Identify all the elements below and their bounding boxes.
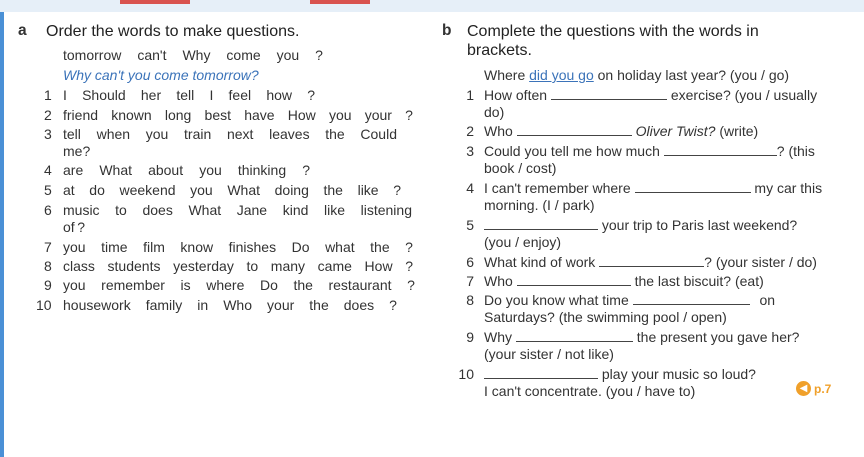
b-item-2-text: Who xyxy=(484,123,513,139)
word: to xyxy=(115,202,127,218)
word: ? xyxy=(82,143,91,159)
b-item-5-text: your trip to Paris last weekend? xyxy=(601,217,798,233)
a-item-9-words xyxy=(63,277,415,294)
word: about xyxy=(148,162,184,178)
example-words xyxy=(63,47,323,64)
section-b-heading-line-1: Complete the questions with the words in xyxy=(467,23,759,40)
word: you xyxy=(328,107,352,123)
a-item-1-words xyxy=(63,87,315,104)
word: ? xyxy=(393,182,401,198)
b-item-number: 5 xyxy=(466,217,474,233)
word: the xyxy=(370,239,390,255)
a-item-number: 8 xyxy=(44,258,52,274)
word: listening xyxy=(360,202,412,218)
word: what xyxy=(325,239,355,255)
b-item-5-line-1 xyxy=(484,217,797,234)
word: What xyxy=(227,182,261,198)
word: you xyxy=(276,47,300,63)
section-b-heading-line-2: brackets. xyxy=(467,42,532,59)
b-item-4-text: I can't remember where xyxy=(484,180,631,196)
b-item-number: 9 xyxy=(466,329,474,345)
b-item-8-text: on xyxy=(759,292,776,308)
word: the xyxy=(323,182,343,198)
word: tomorrow xyxy=(63,47,122,63)
b-item-6-line-1 xyxy=(484,254,817,271)
a-item-number: 2 xyxy=(44,107,52,123)
left-margin-bar xyxy=(0,12,4,457)
word: when xyxy=(96,126,131,142)
a-item-2-words xyxy=(63,107,413,124)
b-item-9-line-2: (your sister / not like) xyxy=(484,346,614,362)
b-item-2-text: (write) xyxy=(715,123,759,139)
word: remember xyxy=(101,277,165,293)
top-accent xyxy=(120,0,190,4)
word: ? xyxy=(405,239,413,255)
b-item-10-blank[interactable] xyxy=(484,366,598,379)
word: feel xyxy=(228,87,252,103)
word: I xyxy=(209,87,214,103)
b-item-3-line-2: book / cost) xyxy=(484,160,557,176)
b-item-number: 8 xyxy=(466,292,474,308)
page-reference-label: p.7 xyxy=(814,381,832,396)
b-item-number: 6 xyxy=(466,254,474,270)
word: Why xyxy=(182,47,211,63)
word: How xyxy=(364,258,393,274)
word: tell xyxy=(63,126,81,142)
a-item-number: 10 xyxy=(36,297,52,313)
a-item-number: 7 xyxy=(44,239,52,255)
word: the xyxy=(309,297,329,313)
word: Do xyxy=(291,239,310,255)
word: Who xyxy=(223,297,253,313)
b-item-9-text: Why xyxy=(484,329,512,345)
word: have xyxy=(244,107,275,123)
word: What xyxy=(99,162,132,178)
b-item-1-blank[interactable] xyxy=(551,87,667,100)
b-item-5-blank[interactable] xyxy=(484,217,598,230)
b-item-4-line-2: morning. (I / park) xyxy=(484,197,595,213)
word: ? xyxy=(405,258,413,274)
a-item-8-words xyxy=(63,258,413,275)
word: music xyxy=(63,202,100,218)
word: students xyxy=(107,258,161,274)
b-item-9-blank[interactable] xyxy=(516,329,633,342)
word: finishes xyxy=(228,239,277,255)
b-item-3-line-1 xyxy=(484,143,815,160)
b-item-2-line-1 xyxy=(484,123,758,140)
word: Jane xyxy=(236,202,268,218)
b-item-6-text: What kind of work xyxy=(484,254,596,270)
a-item-6-words xyxy=(63,202,412,219)
word: doing xyxy=(274,182,309,198)
a-item-number: 1 xyxy=(44,87,52,103)
word: the xyxy=(325,126,345,142)
b-item-10-text: play your music so loud? xyxy=(601,366,756,382)
word: thinking xyxy=(237,162,287,178)
word: of xyxy=(63,219,75,235)
word: at xyxy=(63,182,75,198)
word: many xyxy=(270,258,306,274)
b-item-8-line-1 xyxy=(484,292,775,309)
a-item-7-words xyxy=(63,239,413,256)
word: like xyxy=(324,202,346,218)
word: does xyxy=(142,202,173,218)
a-item-number: 6 xyxy=(44,202,52,218)
example-post: on holiday last year? (you / go) xyxy=(593,67,790,83)
word: where xyxy=(206,277,245,293)
word: you xyxy=(63,239,86,255)
a-item-number: 9 xyxy=(44,277,52,293)
section-a-letter: a xyxy=(18,22,27,39)
word: leaves xyxy=(269,126,310,142)
word: class xyxy=(63,258,95,274)
word: What xyxy=(188,202,222,218)
word: do xyxy=(89,182,105,198)
b-item-4-blank[interactable] xyxy=(635,180,751,193)
word: long xyxy=(164,107,192,123)
word: restaurant xyxy=(328,277,392,293)
word: weekend xyxy=(119,182,176,198)
a-item-3-words xyxy=(63,143,91,160)
top-bar xyxy=(0,0,864,12)
word: Should xyxy=(82,87,126,103)
b-item-1-line-2: do) xyxy=(484,104,505,120)
b-item-6-blank[interactable] xyxy=(599,254,704,267)
word: yesterday xyxy=(173,258,234,274)
word: you xyxy=(199,162,222,178)
b-item-9-line-1 xyxy=(484,329,799,346)
b-item-2-title: Oliver Twist? xyxy=(635,123,716,139)
a-item-5-words xyxy=(63,182,401,199)
word: ? xyxy=(307,87,315,103)
word: Could xyxy=(360,126,397,142)
a-item-3-words xyxy=(63,126,397,143)
word: kind xyxy=(282,202,309,218)
word: like xyxy=(357,182,379,198)
word: next xyxy=(226,126,254,142)
b-item-1-line-1 xyxy=(484,87,817,104)
b-item-7-blank[interactable] xyxy=(517,273,631,286)
word: the xyxy=(293,277,313,293)
b-item-3-blank[interactable] xyxy=(664,143,777,156)
section-a-heading: Order the words to make questions. xyxy=(46,23,300,40)
word: can't xyxy=(137,47,167,63)
word: your xyxy=(364,107,392,123)
word: I xyxy=(63,87,67,103)
a-item-number: 5 xyxy=(44,182,52,198)
b-item-9-text: the present you gave her? xyxy=(636,329,800,345)
word: housework xyxy=(63,297,131,313)
a-item-10-words xyxy=(63,297,397,314)
word: tell xyxy=(176,87,195,103)
word: family xyxy=(145,297,183,313)
word: known xyxy=(111,107,152,123)
b-item-7-text: the last biscuit? (eat) xyxy=(634,273,764,289)
b-item-number: 3 xyxy=(466,143,474,159)
word: know xyxy=(180,239,214,255)
arrow-left-icon: ◀ xyxy=(796,381,811,396)
word: train xyxy=(184,126,212,142)
word: to xyxy=(246,258,259,274)
section-b-letter: b xyxy=(442,22,452,39)
word: friend xyxy=(63,107,99,123)
a-item-4-words xyxy=(63,162,310,179)
word: film xyxy=(143,239,165,255)
example-answer: did you go xyxy=(529,67,594,83)
b-item-1-text: exercise? (you / usually xyxy=(670,87,818,103)
word: ? xyxy=(315,47,323,63)
word: how xyxy=(266,87,292,103)
word: How xyxy=(287,107,316,123)
a-item-number: 3 xyxy=(44,126,52,142)
word: ? xyxy=(405,107,413,123)
page-reference[interactable] xyxy=(796,381,831,396)
word: ? xyxy=(77,219,85,235)
word: ? xyxy=(389,297,397,313)
word: ? xyxy=(302,162,310,178)
word: is xyxy=(180,277,191,293)
b-item-8-blank[interactable] xyxy=(633,292,750,305)
word: your xyxy=(267,297,295,313)
b-item-10-line-2: I can't concentrate. (you / have to) xyxy=(484,383,696,399)
b-item-7-text: Who xyxy=(484,273,513,289)
b-item-number: 4 xyxy=(466,180,474,196)
a-item-number: 4 xyxy=(44,162,52,178)
b-item-3-text: Could you tell me how much xyxy=(484,143,660,159)
b-item-6-text: ? (your sister / do) xyxy=(704,254,817,270)
b-item-10-line-1 xyxy=(484,366,756,383)
b-item-number: 10 xyxy=(458,366,474,382)
word: you xyxy=(190,182,213,198)
b-item-1-text: How often xyxy=(484,87,548,103)
b-item-7-line-1 xyxy=(484,273,764,290)
word: me xyxy=(63,143,83,159)
word: you xyxy=(145,126,169,142)
b-item-8-line-2: Saturdays? (the swimming pool / open) xyxy=(484,309,727,325)
a-item-6-words xyxy=(63,219,85,236)
word: come xyxy=(226,47,261,63)
b-item-4-text: my car this xyxy=(754,180,823,196)
word: are xyxy=(63,162,84,178)
word: ? xyxy=(407,277,415,293)
word: in xyxy=(197,297,209,313)
section-b-example xyxy=(484,67,789,84)
top-accent xyxy=(310,0,370,4)
word: came xyxy=(317,258,352,274)
b-item-number: 7 xyxy=(466,273,474,289)
b-item-5-line-2: (you / enjoy) xyxy=(484,234,562,250)
b-item-3-text: ? (this xyxy=(776,143,815,159)
example-pre: Where xyxy=(484,67,530,83)
b-item-number: 1 xyxy=(466,87,474,103)
b-item-2-blank[interactable] xyxy=(517,123,632,136)
word: you xyxy=(63,277,86,293)
word: does xyxy=(343,297,375,313)
word: her xyxy=(140,87,162,103)
example-answer: Why can't you come tomorrow? xyxy=(63,67,259,83)
word: Do xyxy=(259,277,278,293)
b-item-8-text: Do you know what time xyxy=(484,292,629,308)
b-item-4-line-1 xyxy=(484,180,822,197)
word: best xyxy=(204,107,231,123)
word: time xyxy=(101,239,128,255)
b-item-number: 2 xyxy=(466,123,474,139)
